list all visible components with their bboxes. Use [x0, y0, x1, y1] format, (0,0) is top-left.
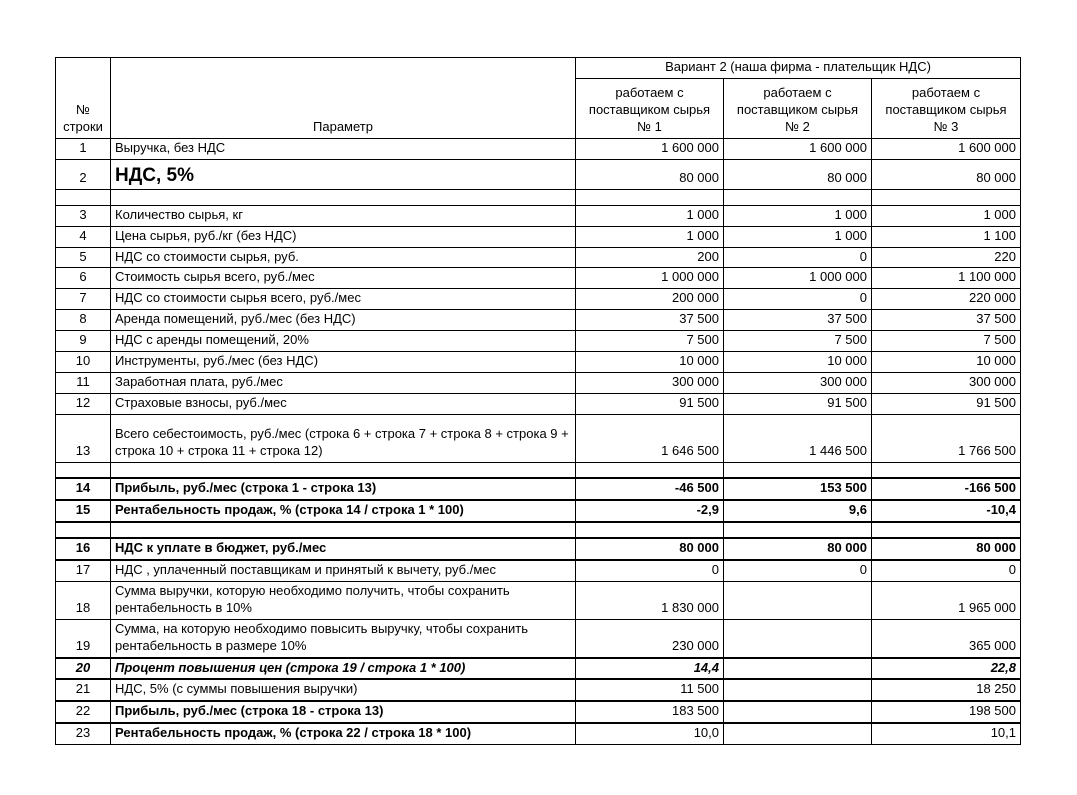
value-cell-supplier-2: 1 600 000	[724, 138, 872, 159]
table-row-4	[56, 226, 1021, 247]
value-cell-supplier-2	[724, 582, 872, 620]
parameter-cell: Рентабельность продаж, % (строка 22 / строка 18 * 100)	[111, 723, 576, 744]
parameter-cell: Прибыль, руб./мес (строка 18 - строка 13)	[111, 701, 576, 723]
value-cell-supplier-3: 22,8	[872, 658, 1021, 680]
parameter-cell: Страховые взносы, руб./мес	[111, 393, 576, 414]
value-cell-supplier-3: 7 500	[872, 331, 1021, 352]
table-row-7	[56, 289, 1021, 310]
value-cell-supplier-2	[724, 189, 872, 205]
parameter-cell: Сумма, на которую необходимо повысить выручку, чтобы сохранить рентабельность в размере 10%	[111, 619, 576, 657]
value-cell-supplier-2: 91 500	[724, 393, 872, 414]
value-cell-supplier-3: 1 766 500	[872, 414, 1021, 462]
spacer-row	[56, 462, 1021, 478]
table-row-8	[56, 310, 1021, 331]
value-cell-supplier-3	[872, 189, 1021, 205]
supplier-header-line: работаем с	[763, 85, 832, 101]
value-cell-supplier-2: 7 500	[724, 331, 872, 352]
value-cell-supplier-3: 10 000	[872, 352, 1021, 373]
table-row-3	[56, 205, 1021, 226]
value-cell-supplier-1: 80 000	[576, 538, 724, 560]
value-cell-supplier-3: 1 000	[872, 205, 1021, 226]
value-cell-supplier-3: 365 000	[872, 619, 1021, 657]
supplier-header-line: работаем с	[911, 85, 981, 101]
value-cell-supplier-1: -2,9	[576, 500, 724, 522]
parameter-cell	[111, 462, 576, 478]
value-cell-supplier-2	[724, 462, 872, 478]
value-cell-supplier-1	[576, 462, 724, 478]
value-cell-supplier-3: 1 100	[872, 226, 1021, 247]
supplier-header-line: поставщиком сырья	[736, 102, 859, 118]
parameter-cell: НДС к уплате в бюджет, руб./мес	[111, 538, 576, 560]
table-row-9	[56, 331, 1021, 352]
value-cell-supplier-3: 18 250	[872, 679, 1021, 701]
row-number: 4	[56, 226, 111, 247]
parameter-cell: Всего себестоимость, руб./мес (строка 6 + строка 7 + строка 8 + строка 9 + строка 10 + строка 11 + строка 12)	[111, 414, 576, 462]
value-cell-supplier-2	[724, 619, 872, 657]
table-row-5	[56, 247, 1021, 268]
value-cell-supplier-3: 300 000	[872, 372, 1021, 393]
main-table-body	[56, 138, 1021, 581]
table-row-2	[56, 159, 1021, 189]
value-cell-supplier-2: 1 446 500	[724, 414, 872, 462]
value-cell-supplier-2	[724, 522, 872, 538]
table-row-21	[56, 679, 1021, 701]
value-cell-supplier-2	[724, 723, 872, 744]
row-number	[56, 462, 111, 478]
parameter-cell	[111, 522, 576, 538]
value-cell-supplier-1: 80 000	[576, 159, 724, 189]
row-number: 8	[56, 310, 111, 331]
parameter-cell: Выручка, без НДС	[111, 138, 576, 159]
row-number: 19	[56, 619, 111, 657]
parameter-cell: НДС, 5%	[111, 159, 576, 189]
value-cell-supplier-3	[872, 522, 1021, 538]
value-cell-supplier-1: 230 000	[576, 619, 724, 657]
table-row-10	[56, 352, 1021, 373]
row-number	[56, 189, 111, 205]
row-number: 22	[56, 701, 111, 723]
value-cell-supplier-3: 91 500	[872, 393, 1021, 414]
row-number	[56, 522, 111, 538]
parameter-cell: Прибыль, руб./мес (строка 1 - строка 13)	[111, 478, 576, 500]
supplier-header-3	[872, 78, 1021, 138]
parameter-cell: НДС с аренды помещений, 20%	[111, 331, 576, 352]
parameter-cell: НДС со стоимости сырья всего, руб./мес	[111, 289, 576, 310]
value-cell-supplier-3: 0	[872, 560, 1021, 581]
parameter-cell: НДС, 5% (с суммы повышения выручки)	[111, 679, 576, 701]
table-row-19	[56, 619, 1021, 657]
value-cell-supplier-1: 200 000	[576, 289, 724, 310]
row-number: 15	[56, 500, 111, 522]
table-row-14	[56, 478, 1021, 500]
value-cell-supplier-1: 7 500	[576, 331, 724, 352]
col-header-row-number	[56, 58, 111, 139]
secondary-table-body	[56, 582, 1021, 745]
parameter-cell: Стоимость сырья всего, руб./мес	[111, 268, 576, 289]
supplier-header-1	[576, 78, 724, 138]
value-cell-supplier-2: 0	[724, 289, 872, 310]
value-cell-supplier-2	[724, 701, 872, 723]
value-cell-supplier-2	[724, 658, 872, 680]
secondary-table	[55, 581, 1021, 745]
value-cell-supplier-1: 91 500	[576, 393, 724, 414]
row-number: 11	[56, 372, 111, 393]
parameter-cell: Заработная плата, руб./мес	[111, 372, 576, 393]
value-cell-supplier-2: 37 500	[724, 310, 872, 331]
table-row-1	[56, 138, 1021, 159]
parameter-cell: НДС со стоимости сырья, руб.	[111, 247, 576, 268]
row-number: 12	[56, 393, 111, 414]
supplier-header-2	[724, 78, 872, 138]
value-cell-supplier-1: 183 500	[576, 701, 724, 723]
table-row-17	[56, 560, 1021, 581]
value-cell-supplier-3: 80 000	[872, 538, 1021, 560]
parameter-cell: Процент повышения цен (строка 19 / строка 1 * 100)	[111, 658, 576, 680]
row-number: 7	[56, 289, 111, 310]
table-row-16	[56, 538, 1021, 560]
table-row-18	[56, 582, 1021, 620]
table-row-6	[56, 268, 1021, 289]
row-number: 9	[56, 331, 111, 352]
value-cell-supplier-1: 37 500	[576, 310, 724, 331]
row-number: 2	[56, 159, 111, 189]
value-cell-supplier-1: 14,4	[576, 658, 724, 680]
parameter-cell	[111, 189, 576, 205]
row-number: 21	[56, 679, 111, 701]
row-number: 20	[56, 658, 111, 680]
value-cell-supplier-3: 1 965 000	[872, 582, 1021, 620]
value-cell-supplier-2: 1 000 000	[724, 268, 872, 289]
value-cell-supplier-1: 0	[576, 560, 724, 581]
value-cell-supplier-3: -166 500	[872, 478, 1021, 500]
value-cell-supplier-2: 0	[724, 247, 872, 268]
value-cell-supplier-3: 220 000	[872, 289, 1021, 310]
variant-title: Вариант 2 (наша фирма - плательщик НДС)	[576, 58, 1021, 79]
value-cell-supplier-1: 10 000	[576, 352, 724, 373]
main-table-header	[56, 58, 1021, 139]
value-cell-supplier-1: 1 000	[576, 226, 724, 247]
value-cell-supplier-1: 200	[576, 247, 724, 268]
parameter-cell: Сумма выручки, которую необходимо получить, чтобы сохранить рентабельность в 10%	[111, 582, 576, 620]
value-cell-supplier-2: 1 000	[724, 226, 872, 247]
row-number: 18	[56, 582, 111, 620]
main-table	[55, 57, 1021, 582]
value-cell-supplier-1: -46 500	[576, 478, 724, 500]
parameter-cell: Рентабельность продаж, % (строка 14 / строка 1 * 100)	[111, 500, 576, 522]
col-header-parameter: Параметр	[111, 58, 576, 139]
value-cell-supplier-3: 10,1	[872, 723, 1021, 744]
value-cell-supplier-1: 1 000 000	[576, 268, 724, 289]
value-cell-supplier-1: 1 646 500	[576, 414, 724, 462]
table-row-22	[56, 701, 1021, 723]
row-number-header-line2: строки	[63, 119, 103, 134]
row-number: 23	[56, 723, 111, 744]
value-cell-supplier-3: 1 600 000	[872, 138, 1021, 159]
value-cell-supplier-2: 80 000	[724, 538, 872, 560]
table-row-13	[56, 414, 1021, 462]
supplier-header-line: работаем с	[615, 85, 684, 101]
row-number: 6	[56, 268, 111, 289]
value-cell-supplier-1	[576, 189, 724, 205]
row-number: 13	[56, 414, 111, 462]
value-cell-supplier-3: -10,4	[872, 500, 1021, 522]
value-cell-supplier-3: 198 500	[872, 701, 1021, 723]
variant-header-row	[56, 58, 1021, 79]
value-cell-supplier-1: 1 830 000	[576, 582, 724, 620]
value-cell-supplier-1: 300 000	[576, 372, 724, 393]
supplier-header-line: № 3	[933, 119, 959, 134]
value-cell-supplier-3: 220	[872, 247, 1021, 268]
value-cell-supplier-1: 1 600 000	[576, 138, 724, 159]
value-cell-supplier-2	[724, 679, 872, 701]
supplier-header-line: № 1	[637, 119, 662, 134]
value-cell-supplier-2: 1 000	[724, 205, 872, 226]
table-row-12	[56, 393, 1021, 414]
row-number-header-line1: №	[76, 102, 90, 118]
value-cell-supplier-3	[872, 462, 1021, 478]
parameter-cell: НДС , уплаченный поставщикам и принятый к вычету, руб./мес	[111, 560, 576, 581]
value-cell-supplier-2: 9,6	[724, 500, 872, 522]
row-number: 17	[56, 560, 111, 581]
parameter-cell: Цена сырья, руб./кг (без НДС)	[111, 226, 576, 247]
row-number: 1	[56, 138, 111, 159]
value-cell-supplier-3: 37 500	[872, 310, 1021, 331]
parameter-cell: Инструменты, руб./мес (без НДС)	[111, 352, 576, 373]
spacer-row	[56, 189, 1021, 205]
value-cell-supplier-1	[576, 522, 724, 538]
table-row-20	[56, 658, 1021, 680]
table-row-15	[56, 500, 1021, 522]
value-cell-supplier-3: 80 000	[872, 159, 1021, 189]
table-row-11	[56, 372, 1021, 393]
table-row-23	[56, 723, 1021, 744]
row-number: 10	[56, 352, 111, 373]
value-cell-supplier-2: 10 000	[724, 352, 872, 373]
value-cell-supplier-2: 153 500	[724, 478, 872, 500]
parameter-cell: Количество сырья, кг	[111, 205, 576, 226]
row-number: 3	[56, 205, 111, 226]
supplier-header-line: поставщиком сырья	[885, 102, 1007, 118]
supplier-header-line: поставщиком сырья	[588, 102, 711, 118]
row-number: 14	[56, 478, 111, 500]
row-number: 16	[56, 538, 111, 560]
value-cell-supplier-2: 80 000	[724, 159, 872, 189]
value-cell-supplier-2: 300 000	[724, 372, 872, 393]
row-number: 5	[56, 247, 111, 268]
value-cell-supplier-1: 11 500	[576, 679, 724, 701]
spacer-row	[56, 522, 1021, 538]
value-cell-supplier-3: 1 100 000	[872, 268, 1021, 289]
value-cell-supplier-2: 0	[724, 560, 872, 581]
parameter-cell: Аренда помещений, руб./мес (без НДС)	[111, 310, 576, 331]
supplier-header-line: № 2	[785, 119, 810, 134]
value-cell-supplier-1: 10,0	[576, 723, 724, 744]
value-cell-supplier-1: 1 000	[576, 205, 724, 226]
